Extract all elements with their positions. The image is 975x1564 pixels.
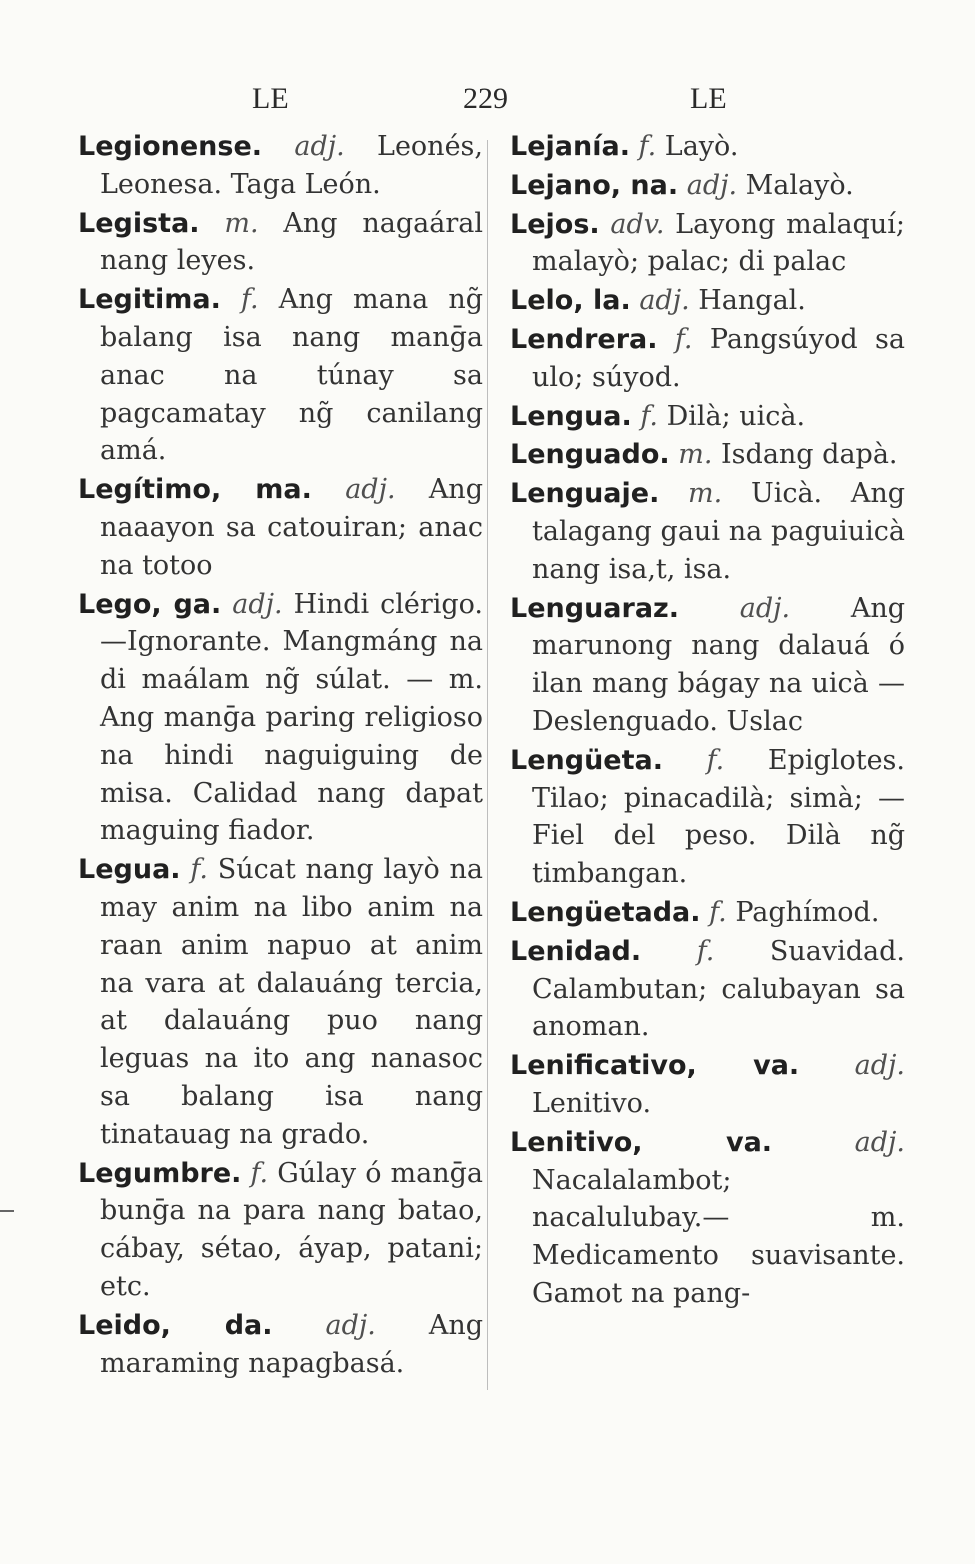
entry-definition: Ang maraming napagbasá.: [100, 1309, 483, 1379]
entry-grammar: adj.: [739, 592, 791, 624]
entry-definition: Pangsúyod sa ulo; súyod.: [532, 323, 905, 393]
entry-definition: Gúlay ó manḡa bunḡa na para nang batao, cábay, sétao, áyap, patani; etc.: [100, 1157, 483, 1302]
entry-definition: Súcat nang layò na may anim na libo anim na raan anim napuo at anim na vara at dalauáng tercia, at dalauáng puo nang leguas na ito ang nanasoc sa balang isa nang tinatauag na grado.: [100, 854, 483, 1150]
entry-grammar: adj.: [325, 1309, 376, 1341]
dictionary-entry: [510, 282, 905, 320]
entry-definition: Uicà. Ang talagang gaui na paguiuicà nang isa,t, isa.: [532, 478, 905, 585]
entry-headword: Legítimo, ma.: [78, 474, 312, 506]
entry-grammar: adj.: [854, 1050, 905, 1082]
dictionary-entry: [510, 398, 905, 436]
header-right-guide-word: LE: [690, 82, 727, 115]
entry-headword: Legionense.: [78, 131, 263, 162]
entry-definition: Ang marunong nang dalauá ó ilan mang bágay na uicà —Deslenguado. Uslac: [532, 592, 905, 737]
entry-grammar: adv.: [610, 208, 665, 240]
dictionary-entry: [510, 321, 905, 397]
dictionary-entry: [510, 1047, 905, 1123]
dictionary-entry: [78, 1307, 483, 1383]
entry-grammar: f.: [706, 744, 725, 776]
running-header: [0, 82, 975, 122]
entry-grammar: m.: [688, 478, 723, 510]
entry-headword: Legua.: [78, 854, 181, 886]
entry-headword: Lendrera.: [510, 323, 658, 355]
entry-definition: Ang mana ng̃ balang isa nang manḡa anac na túnay sa pagcamatay ng̃ canilang amá.: [100, 284, 483, 467]
entry-headword: Lengua.: [510, 400, 632, 432]
entry-headword: Lenificativo, va.: [510, 1050, 800, 1082]
left-column: [78, 128, 483, 1382]
entry-headword: Lenitivo, va.: [510, 1126, 773, 1158]
entry-headword: Legumbre.: [78, 1157, 242, 1189]
entry-grammar: f.: [674, 323, 693, 355]
page-number: 229: [463, 82, 508, 115]
dictionary-entry: [510, 128, 905, 166]
entry-grammar: f.: [241, 284, 259, 316]
entry-headword: Lejos.: [510, 208, 600, 240]
entry-grammar: f.: [696, 935, 715, 967]
dictionary-entry: [510, 475, 905, 588]
entry-headword: Lego, ga.: [78, 588, 222, 620]
entry-definition: Lenitivo.: [532, 1087, 652, 1119]
header-left-guide-word: LE: [252, 82, 289, 115]
entry-definition: Dilà; uicà.: [666, 400, 806, 432]
entry-headword: Lelo, la.: [510, 285, 631, 317]
entry-grammar: f.: [640, 400, 658, 432]
entry-headword: Leido, da.: [78, 1309, 273, 1341]
entry-headword: Lejanía.: [510, 131, 630, 162]
entry-definition: Hindi clérigo. —Ignorante. Mangmáng na di maálam ng̃ súlat. — m. Ang manḡa paring religioso na hindi naguiguing de misa. Calidad nang dapat maguing fiador.: [100, 588, 484, 847]
dictionary-entry: [78, 851, 483, 1153]
entry-definition: Isdang dapà.: [721, 439, 898, 471]
margin-mark: [0, 1210, 14, 1212]
entry-definition: Hangal.: [698, 285, 806, 317]
entry-grammar: adj.: [345, 474, 396, 506]
entry-headword: Lenguaraz.: [510, 592, 680, 624]
dictionary-entry: [510, 933, 905, 1046]
dictionary-entry: [78, 128, 483, 204]
dictionary-entry: [510, 206, 905, 282]
dictionary-entry: [78, 1155, 483, 1306]
entry-grammar: adj.: [686, 169, 738, 201]
entry-grammar: adj.: [232, 588, 283, 620]
entry-grammar: adj.: [639, 285, 690, 317]
entry-headword: Lenidad.: [510, 935, 642, 967]
entry-grammar: m.: [678, 439, 713, 471]
entry-headword: Lenguado.: [510, 439, 670, 471]
entry-definition: Layong malaquí; malayò; palac; di palac: [532, 208, 905, 278]
entry-headword: Lenguaje.: [510, 478, 660, 510]
entry-definition: Suavidad. Calambutan; calubayan sa anoman.: [532, 935, 905, 1043]
entry-definition: Paghímod.: [735, 896, 880, 928]
entry-definition: Layò.: [664, 131, 739, 162]
entry-definition: Epiglotes. Tilao; pinacadilà; simà; — Fiel del peso. Dilà ng̃ timbangan.: [532, 744, 905, 890]
right-column: [510, 128, 905, 1313]
entry-headword: Lejano, na.: [510, 169, 679, 201]
entry-grammar: adj.: [854, 1126, 905, 1158]
dictionary-entry: [78, 205, 483, 281]
entry-grammar: m.: [224, 207, 259, 239]
entry-headword: Legista.: [78, 207, 200, 239]
entry-headword: Lengüeta.: [510, 744, 663, 776]
dictionary-entry: [510, 742, 905, 893]
dictionary-entry: [510, 894, 905, 932]
dictionary-entry: [510, 1124, 905, 1313]
entry-definition: Ang naaayon sa catouiran; anac na totoo: [100, 474, 483, 581]
entry-grammar: f.: [190, 854, 208, 886]
entry-grammar: f.: [638, 131, 657, 162]
entry-grammar: f.: [709, 896, 727, 928]
dictionary-entry: [78, 586, 483, 851]
entry-definition: Malayò.: [745, 169, 854, 201]
entry-definition: Ang nagaáral nang leyes.: [100, 207, 483, 277]
entry-grammar: f.: [250, 1157, 269, 1189]
dictionary-entry: [78, 471, 483, 584]
dictionary-entry: [78, 281, 483, 470]
dictionary-entry: [510, 436, 905, 474]
entry-headword: Lengüetada.: [510, 896, 701, 928]
entry-definition: Nacalalambot; nacalulubay.— m. Medicamento suavisante. Gamot na pang-: [532, 1164, 905, 1309]
dictionary-entry: [510, 167, 905, 205]
entry-grammar: adj.: [294, 131, 345, 162]
column-divider: [487, 140, 488, 1390]
entry-definition: Leonés, Leonesa. Taga León.: [100, 131, 483, 200]
entry-headword: Legitima.: [78, 284, 221, 316]
dictionary-entry: [510, 590, 905, 741]
